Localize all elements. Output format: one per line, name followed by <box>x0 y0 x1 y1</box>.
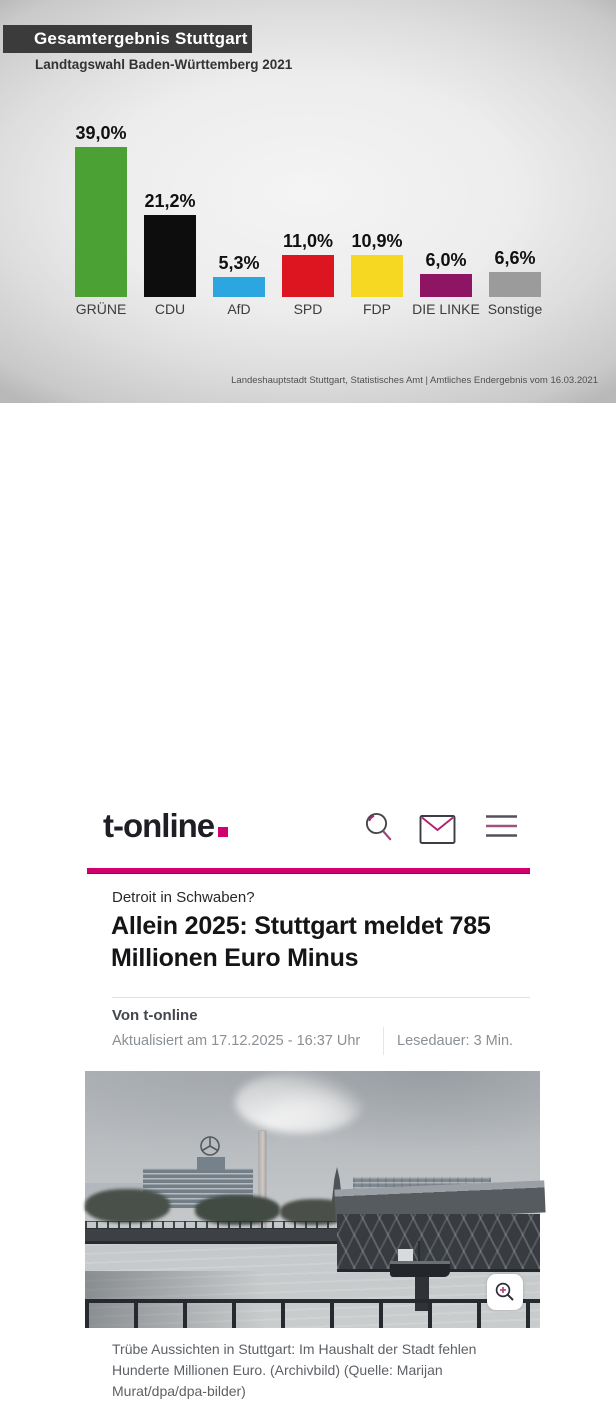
bar-category-label: AfD <box>227 301 251 317</box>
bar-category-label: CDU <box>154 301 186 317</box>
bar-category-label: FDP <box>363 301 391 317</box>
bar-category-label: GRÜNE <box>75 301 127 317</box>
photo-trees <box>85 1189 170 1223</box>
bar-value-label: 11,0% <box>282 230 334 251</box>
bar-value-label: 5,3% <box>218 252 260 273</box>
bar <box>420 274 472 297</box>
bar <box>489 272 541 297</box>
photo-mercedes-tower <box>197 1157 225 1170</box>
magnifier-plus-icon <box>494 1281 516 1303</box>
divider <box>112 997 530 998</box>
chart-source-note: Landeshauptstadt Stuttgart, Statistisches Amt | Amtliches Endergebnis vom 16.03.2021 <box>231 375 598 386</box>
chart-subtitle: Landtagswahl Baden-Württemberg 2021 <box>35 57 293 72</box>
t-online-logo[interactable] <box>103 807 228 845</box>
article-byline: Von t-online <box>112 1007 198 1024</box>
bar-value-label: 6,0% <box>425 249 467 270</box>
photo-boat-cabin <box>398 1249 413 1261</box>
bar-category-label: Sonstige <box>487 301 543 317</box>
bar <box>213 277 265 297</box>
bar-group-spd <box>282 231 334 297</box>
bar-category-label: DIE LINKE <box>412 301 480 317</box>
bar-value-label: 39,0% <box>75 122 127 143</box>
bar-labels <box>75 301 541 317</box>
bar-value-label: 10,9% <box>351 231 403 251</box>
news-article <box>0 403 616 1399</box>
bar-group-grüne <box>75 123 127 297</box>
article-kicker: Detroit in Schwaben? <box>112 889 255 906</box>
photo-smoke-plume-2 <box>270 1089 360 1129</box>
mail-icon[interactable] <box>419 814 457 850</box>
bar-group-sonstige <box>489 248 541 297</box>
photo-foreground-railing-posts <box>85 1299 540 1328</box>
bar-group-fdp <box>351 231 403 297</box>
photo-boat <box>390 1261 450 1277</box>
article-updated-timestamp: Aktualisiert am 17.12.2025 - 16:37 Uhr <box>112 1033 361 1049</box>
brand-name: t-online <box>103 807 215 844</box>
article-headline: Allein 2025: Stuttgart meldet 785 Millionen Euro Minus <box>111 912 491 972</box>
bar <box>75 147 127 297</box>
brand-accent-bar <box>87 868 530 874</box>
bar-columns <box>75 97 541 297</box>
bar-value-label: 21,2% <box>144 191 196 212</box>
chart-title-banner: Gesamtergebnis Stuttgart <box>3 25 252 53</box>
bar-category-label: SPD <box>293 301 323 317</box>
photo-caption: Trübe Aussichten in Stuttgart: Im Haushalt der Stadt fehlen Hunderte Millionen Euro. (Archivbild) (Quelle: Marijan Murat/dpa/dpa-bilder) <box>112 1341 477 1399</box>
photo-boat-mast <box>418 1241 420 1261</box>
bar-group-cdu <box>144 191 196 297</box>
article-read-time: Lesedauer: 3 Min. <box>397 1033 514 1049</box>
bar-group-die-linke <box>420 250 472 297</box>
bar <box>144 215 196 297</box>
bar-group-afd <box>213 253 265 297</box>
logo-dot <box>218 827 228 837</box>
bar <box>351 255 403 297</box>
hamburger-menu-icon[interactable] <box>485 813 518 845</box>
bar-value-label: 6,6% <box>494 247 536 268</box>
image-zoom-button[interactable] <box>487 1274 523 1310</box>
article-photo-stuttgart-skyline[interactable] <box>85 1071 540 1328</box>
election-chart <box>0 0 616 403</box>
bar <box>282 255 334 297</box>
search-icon[interactable] <box>364 811 396 850</box>
meta-divider <box>383 1027 384 1055</box>
